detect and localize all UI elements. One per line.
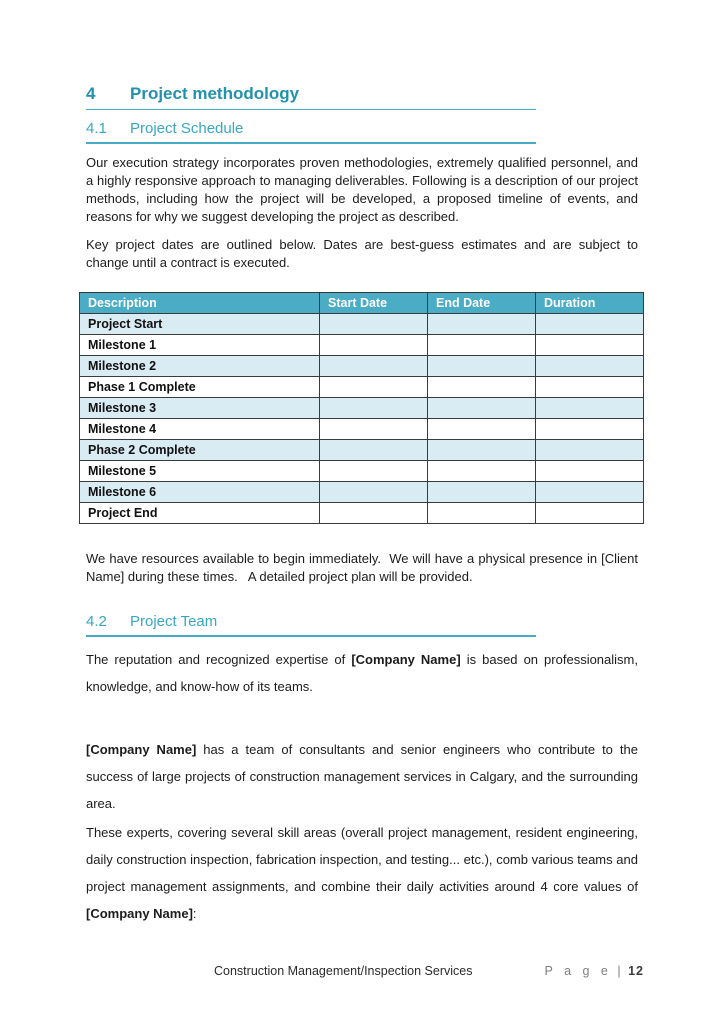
cell-end-date [428, 503, 536, 524]
company-name-placeholder: [Company Name] [86, 906, 193, 921]
table-row [80, 419, 644, 440]
table-row [80, 461, 644, 482]
cell-description: Milestone 5 [80, 461, 320, 482]
cell-start-date [320, 377, 428, 398]
heading-project-team [86, 612, 536, 637]
text-segment: : [192, 906, 197, 921]
column-header-duration: Duration [536, 293, 644, 314]
footer-page-separator: | [617, 964, 621, 978]
cell-duration [536, 377, 644, 398]
heading-title: Project methodology [130, 84, 300, 103]
table-row [80, 377, 644, 398]
resources-paragraph: We have resources available to begin immediately. We will have a physical presence in [Client Name] during these times. A detailed project plan will be provided. [86, 551, 642, 584]
cell-start-date [320, 503, 428, 524]
cell-end-date [428, 335, 536, 356]
cell-start-date [320, 440, 428, 461]
cell-description: Phase 2 Complete [80, 440, 320, 461]
cell-description: Milestone 4 [80, 419, 320, 440]
cell-start-date [320, 461, 428, 482]
table-row [80, 503, 644, 524]
column-header-description: Description [80, 293, 320, 314]
cell-description: Project End [80, 503, 320, 524]
cell-description: Milestone 3 [80, 398, 320, 419]
footer-page-indicator [544, 964, 644, 978]
cell-duration [536, 461, 644, 482]
table-row [80, 335, 644, 356]
team-paragraph-3 [86, 819, 638, 927]
table-row [80, 482, 644, 503]
cell-description: Milestone 1 [80, 335, 320, 356]
footer-document-label: Construction Management/Inspection Services [214, 964, 473, 978]
cell-end-date [428, 419, 536, 440]
team-paragraph-2 [86, 736, 638, 817]
text-segment: These experts, covering several skill areas (overall project management, resident engineering, daily construction inspection, fabrication inspection, and testing... etc.), comb various teams and project management assignments, and combine their daily activities around 4 core values of [86, 825, 638, 894]
cell-description: Milestone 6 [80, 482, 320, 503]
heading-number: 4.2 [86, 613, 107, 630]
cell-end-date [428, 461, 536, 482]
table-header-row [80, 293, 644, 314]
heading-project-schedule [86, 119, 536, 144]
footer-page-word: P a g e [544, 964, 612, 978]
cell-description: Project Start [80, 314, 320, 335]
project-schedule-table [79, 292, 644, 524]
cell-start-date [320, 398, 428, 419]
text-segment: The reputation and recognized expertise of [86, 652, 352, 667]
cell-duration [536, 398, 644, 419]
table-row [80, 314, 644, 335]
cell-end-date [428, 356, 536, 377]
table-row [80, 356, 644, 377]
schedule-paragraph-1: Our execution strategy incorporates proven methodologies, extremely qualified personnel, and a highly responsive approach to managing deliverables. Following is a description of our project methods, including how the project will be developed, a proposed timeline of events, and reasons for why we suggest developing the project as described. [86, 155, 638, 224]
footer-page-number: 12 [628, 964, 644, 978]
cell-start-date [320, 335, 428, 356]
cell-description: Phase 1 Complete [80, 377, 320, 398]
cell-duration [536, 482, 644, 503]
cell-duration [536, 356, 644, 377]
heading-title: Project Schedule [130, 120, 244, 137]
table-row [80, 398, 644, 419]
cell-duration [536, 440, 644, 461]
cell-duration [536, 419, 644, 440]
schedule-paragraph-2: Key project dates are outlined below. Dates are best-guess estimates and are subject to change until a contract is executed. [86, 237, 638, 270]
text-segment: has a team of consultants and senior engineers who contribute to the success of large projects of construction management services in Calgary, and the surrounding area. [86, 742, 638, 811]
cell-end-date [428, 377, 536, 398]
page-footer [86, 964, 644, 978]
cell-end-date [428, 440, 536, 461]
cell-start-date [320, 356, 428, 377]
company-name-placeholder: [Company Name] [86, 742, 197, 757]
heading-project-methodology [86, 84, 536, 110]
page-content [86, 84, 642, 927]
cell-duration [536, 314, 644, 335]
cell-end-date [428, 314, 536, 335]
cell-start-date [320, 314, 428, 335]
heading-number: 4.1 [86, 120, 107, 137]
heading-number: 4 [86, 84, 96, 103]
table-row [80, 440, 644, 461]
heading-title: Project Team [130, 613, 218, 630]
cell-end-date [428, 398, 536, 419]
cell-end-date [428, 482, 536, 503]
cell-description: Milestone 2 [80, 356, 320, 377]
team-paragraph-1 [86, 646, 638, 700]
cell-start-date [320, 482, 428, 503]
cell-start-date [320, 419, 428, 440]
column-header-end-date: End Date [428, 293, 536, 314]
company-name-placeholder: [Company Name] [351, 652, 461, 667]
cell-duration [536, 503, 644, 524]
cell-duration [536, 335, 644, 356]
text-segment: is based on professionalism, knowledge, and know-how of its teams. [86, 652, 638, 694]
column-header-start-date: Start Date [320, 293, 428, 314]
